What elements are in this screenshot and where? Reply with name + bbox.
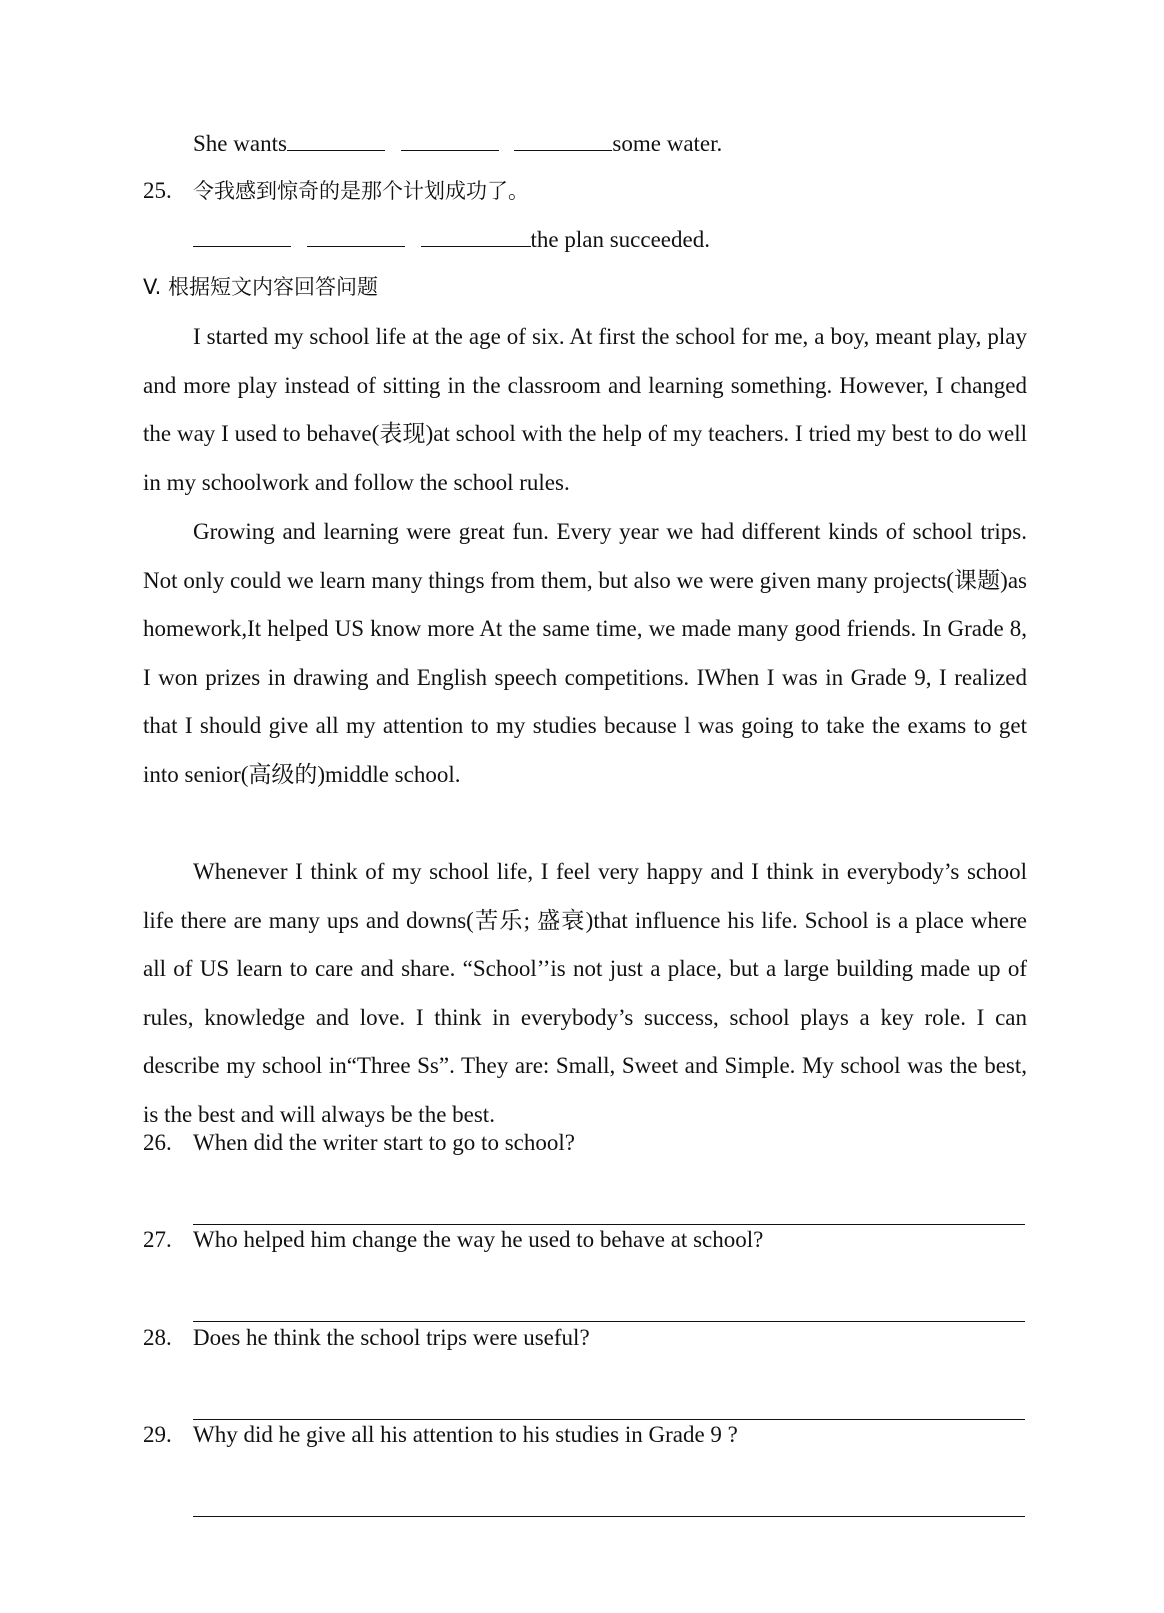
q25-fill-line [193,224,710,255]
q29-answer-line[interactable] [193,1516,1025,1517]
section-heading [143,272,378,302]
q28-number: 28. [143,1325,172,1350]
q29-number: 29. [143,1422,172,1447]
passage-paragraph-2: Growing and learning were great fun. Every year we had different kinds of school trips. Not only could we learn many things from them, but also we were given many projects(课题)as homework,It helped US know more At the same time, we made many good friends. In Grade 8, I won prizes in drawing and English speech competitions. IWhen I was in Grade 9, I realized that I should give all my attention to my studies because l was going to take the exams to get into senior(高级的)middle school. [143,519,1027,787]
passage-paragraph-1: I started my school life at the age of six. At first the school for me, a boy, meant play, play and more play instead of sitting in the classroom and learning something. However, I changed the way I used to behave(表现)at school with the help of my teachers. I tried my best to do well in my schoolwork and follow the school rules. [143,324,1027,495]
q27-number: 27. [143,1227,172,1252]
q25-suffix: the plan succeeded. [530,227,710,252]
question-28 [143,1323,590,1353]
q26-number: 26. [143,1130,172,1155]
q25-blank-2[interactable] [307,224,405,247]
question-29 [143,1420,738,1450]
q25-prompt-line [143,176,529,206]
q27-answer-line[interactable] [193,1321,1025,1322]
q25-prompt: 令我感到惊奇的是那个计划成功了。 [193,179,529,203]
q24-blank-1[interactable] [287,128,385,151]
section-heading-text: V. 根据短文内容回答问题 [143,275,379,299]
question-26 [143,1128,575,1158]
q24-suffix: some water. [612,131,723,156]
q29-text: Why did he give all his attention to his studies in Grade 9 ? [193,1422,738,1447]
q28-text: Does he think the school trips were useful? [193,1325,590,1350]
q24-blank-3[interactable] [514,128,612,151]
q24-fill-line [193,128,722,159]
q26-text: When did the writer start to go to school? [193,1130,575,1155]
q24-blank-2[interactable] [401,128,499,151]
q25-blank-1[interactable] [193,224,291,247]
question-27 [143,1225,763,1255]
q25-number: 25. [143,178,172,203]
passage-paragraph-3: Whenever I think of my school life, I feel very happy and I think in everybody’s school life there are many ups and downs(苦乐; 盛衰)that influence his life. School is a place where all of US learn to care and share. “School’’is not just a place, but a large building made up of rules, knowledge and love. I think in everybody’s success, school plays a key role. I can describe my school in“Three Ss”. They are: Small, Sweet and Simple. My school was the best, is the best and will always be the best. [143,859,1027,1127]
q24-prefix: She wants [193,131,287,156]
q27-text: Who helped him change the way he used to behave at school? [193,1227,764,1252]
q25-blank-3[interactable] [421,224,531,247]
